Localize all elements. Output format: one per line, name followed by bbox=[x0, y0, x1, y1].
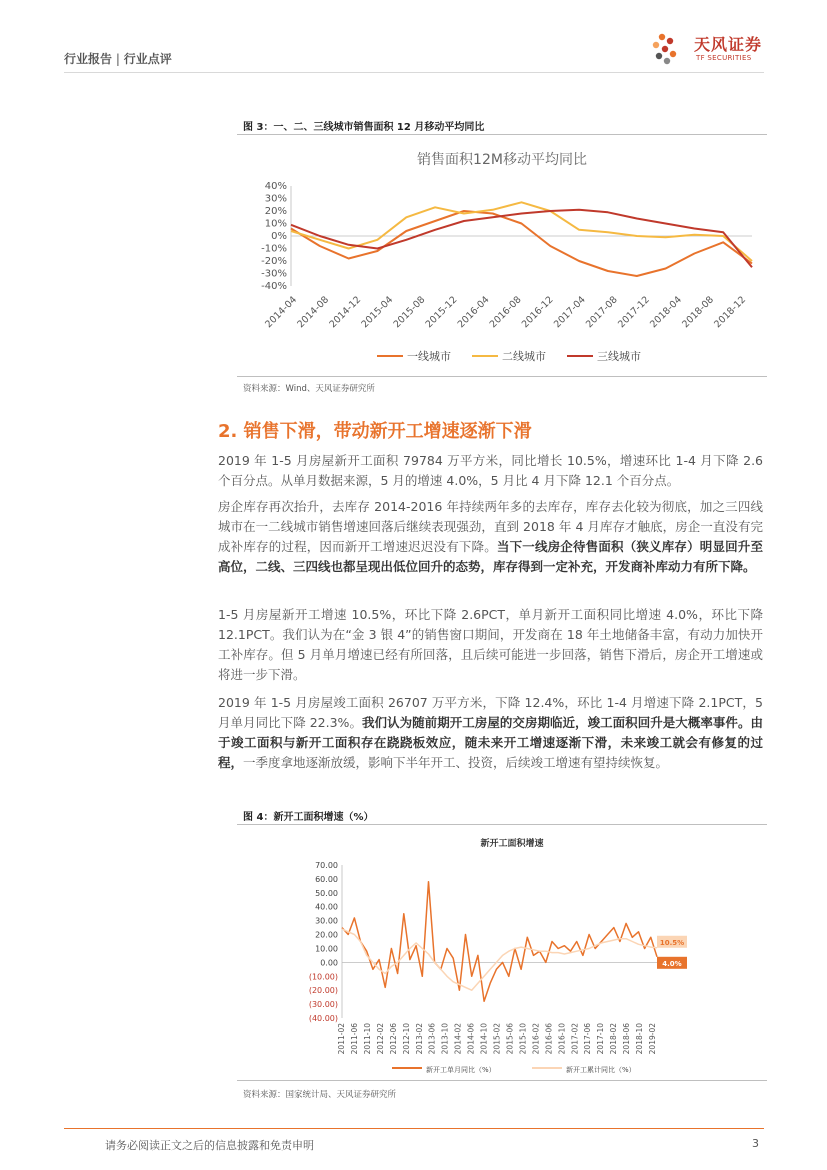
x-axis-ticks bbox=[337, 1023, 657, 1055]
y-tick-label: -30% bbox=[261, 268, 287, 280]
x-tick-label: 2015-04 bbox=[359, 294, 396, 331]
x-tick-label: 2018-08 bbox=[680, 294, 717, 331]
legend-label: 一线城市 bbox=[407, 350, 451, 363]
logo-dot bbox=[656, 53, 662, 59]
section-heading: 2. 销售下滑，带动新开工增速逐渐下滑 bbox=[218, 421, 532, 442]
report-breadcrumb bbox=[64, 50, 172, 67]
logo-dot bbox=[667, 38, 673, 44]
y-tick-label: 10.00 bbox=[315, 944, 338, 954]
x-tick-label: 2014-10 bbox=[479, 1023, 489, 1055]
y-tick-label: -40% bbox=[261, 281, 287, 292]
x-tick-label: 2019-02 bbox=[648, 1023, 657, 1055]
x-tick-label: 2016-10 bbox=[557, 1023, 567, 1055]
x-tick-label: 2013-02 bbox=[414, 1023, 424, 1055]
report-type: 行业报告 bbox=[64, 52, 113, 66]
figure4-top-rule bbox=[237, 824, 767, 825]
y-tick-label: 40% bbox=[264, 181, 287, 192]
y-tick-label: 30.00 bbox=[315, 916, 338, 926]
x-tick-label: 2017-04 bbox=[551, 294, 588, 331]
figure4-source: 资料来源：国家统计局、天风证券研究所 bbox=[243, 1090, 397, 1100]
y-tick-label: -10% bbox=[261, 243, 287, 255]
y-tick-label: 50.00 bbox=[315, 888, 338, 898]
x-tick-label: 2014-12 bbox=[327, 294, 364, 331]
x-tick-label: 2013-06 bbox=[427, 1023, 437, 1055]
y-tick-label: 10% bbox=[264, 218, 287, 230]
y-tick-label: 0% bbox=[271, 231, 287, 242]
x-tick-label: 2015-08 bbox=[391, 294, 428, 331]
x-tick-label: 2015-10 bbox=[518, 1023, 528, 1055]
legend-label: 三线城市 bbox=[597, 350, 641, 363]
chart-series bbox=[342, 882, 657, 1002]
x-tick-label: 2011-02 bbox=[337, 1023, 346, 1055]
y-tick-label: (40.00) bbox=[308, 1014, 338, 1023]
paragraph-2 bbox=[218, 497, 763, 577]
x-tick-label: 2017-12 bbox=[616, 294, 652, 331]
figure3-source: 资料来源：Wind、天风证券研究所 bbox=[243, 384, 375, 394]
paragraph-4-text-b: 一季度拿地逐渐放缓，影响下半年开工、投资，后续竣工增速有望持续恢复。 bbox=[243, 755, 669, 770]
figure4-bottom-rule bbox=[237, 1080, 767, 1081]
x-tick-label: 2012-02 bbox=[375, 1023, 385, 1055]
logo-dot bbox=[662, 46, 668, 52]
x-tick-label: 2017-10 bbox=[596, 1023, 606, 1055]
x-axis-ticks bbox=[263, 294, 748, 330]
chart-series bbox=[291, 202, 752, 276]
y-tick-label: 70.00 bbox=[315, 861, 338, 870]
x-tick-label: 2015-12 bbox=[423, 294, 460, 331]
y-tick-label: 60.00 bbox=[315, 874, 338, 884]
chart-annotations bbox=[657, 936, 687, 969]
x-tick-label: 2014-08 bbox=[295, 294, 332, 331]
y-tick-label: 20.00 bbox=[315, 930, 338, 940]
series-line bbox=[291, 202, 752, 261]
logo-dot bbox=[664, 58, 670, 64]
page-number: 3 bbox=[752, 1137, 759, 1150]
legend-label: 新开工累计同比（%） bbox=[566, 1066, 636, 1074]
y-tick-label: (10.00) bbox=[308, 972, 338, 982]
x-tick-label: 2016-12 bbox=[519, 294, 556, 331]
footer-divider bbox=[64, 1128, 764, 1129]
new-construction-growth-chart bbox=[237, 830, 767, 1075]
x-tick-label: 2016-04 bbox=[455, 294, 492, 331]
series-line bbox=[291, 211, 752, 276]
x-tick-label: 2015-02 bbox=[492, 1023, 502, 1055]
x-tick-label: 2018-12 bbox=[712, 294, 749, 331]
report-subtype: 行业点评 bbox=[123, 52, 172, 66]
legend-label: 二线城市 bbox=[502, 350, 546, 363]
x-tick-label: 2013-10 bbox=[440, 1023, 450, 1055]
x-tick-label: 2016-08 bbox=[487, 294, 524, 331]
x-tick-label: 2011-10 bbox=[362, 1023, 372, 1055]
legend-label: 新开工单月同比（%） bbox=[426, 1066, 496, 1074]
brand-name-en: TF SECURITIES bbox=[696, 54, 752, 62]
logo-dot bbox=[670, 51, 676, 57]
sales-area-yoy-chart bbox=[237, 140, 767, 375]
footer-disclaimer: 请务必阅读正文之后的信息披露和免责申明 bbox=[105, 1139, 314, 1152]
x-tick-label: 2017-08 bbox=[583, 294, 620, 331]
header-divider bbox=[64, 72, 764, 73]
figure3-caption: 图 3：一、二、三线城市销售面积 12 月移动平均同比 bbox=[243, 122, 485, 133]
chart-title: 新开工面积增速 bbox=[480, 839, 544, 849]
x-tick-label: 2016-02 bbox=[531, 1023, 541, 1055]
chart-legend bbox=[377, 349, 641, 363]
logo-dot bbox=[653, 42, 659, 48]
breadcrumb-separator: | bbox=[115, 52, 124, 66]
x-tick-label: 2015-06 bbox=[505, 1023, 515, 1055]
annotation-label: 10.5% bbox=[659, 938, 685, 947]
x-tick-label: 2017-02 bbox=[570, 1023, 580, 1055]
y-tick-label: 20% bbox=[264, 206, 287, 217]
y-tick-label: 30% bbox=[264, 193, 287, 205]
x-tick-label: 2018-10 bbox=[635, 1023, 645, 1055]
paragraph-4-bold: 我们认为随前期开工房屋的交房期临近，竣工面积回升是大概率事件。由于竣工面积与新开工面积存在跷跷板效应，随未来开工增速逐渐下滑，未来竣工就会有修复的过程， bbox=[218, 715, 763, 770]
paragraph-4-text-a: 2019 年 1-5 月房屋竣工面积 26707 万平方米，下降 12.4%，环比 1-4 月增速下降 2.1PCT，5 月单月同比下降 22.3%。 bbox=[218, 695, 763, 730]
x-tick-label: 2014-06 bbox=[466, 1023, 476, 1055]
chart-title: 销售面积12M移动平均同比 bbox=[417, 152, 587, 168]
paragraph-4 bbox=[218, 693, 763, 773]
x-tick-label: 2012-06 bbox=[388, 1023, 398, 1055]
x-tick-label: 2017-06 bbox=[583, 1023, 593, 1055]
y-tick-label: 40.00 bbox=[315, 902, 338, 912]
annotation-label: 4.0% bbox=[662, 959, 682, 968]
x-tick-label: 2014-02 bbox=[453, 1023, 463, 1055]
figure3-top-rule bbox=[237, 134, 767, 135]
paragraph-2-bold: 当下一线房企待售面积（狭义库存）明显回升至高位，二线、三四线也都呈现出低位回升的态势，库存得到一定补充，开发商补库动力有所下降。 bbox=[218, 539, 763, 574]
x-tick-label: 2018-04 bbox=[648, 294, 684, 331]
figure4-caption: 图 4：新开工面积增速（%） bbox=[243, 812, 374, 823]
y-axis-ticks bbox=[309, 861, 338, 1023]
y-tick-label: (30.00) bbox=[308, 1000, 338, 1010]
x-tick-label: 2014-04 bbox=[263, 294, 300, 331]
paragraph-1: 2019 年 1-5 月房屋新开工面积 79784 万平方米，同比增长 10.5%，增速环比 1-4 月下降 2.6 个百分点。从单月数据来源，5 月的增速 4.0%，5 月比 4 月下降 12.1 个百分点。 bbox=[218, 453, 763, 488]
brand-name-cn: 天风证券 bbox=[694, 35, 763, 54]
paragraph-2-text: 房企库存再次抬升，去库存 2014-2016 年持续两年多的去库存，库存去化较为彻底，加之三四线城市在一二线城市销售增速回落后继续表现强劲，直到 2018 年 4 月库存才触底，房企一直没有完成补库存的过程，因而新开工增速迟迟没有下降。 bbox=[218, 499, 763, 554]
x-tick-label: 2018-02 bbox=[609, 1023, 619, 1055]
x-tick-label: 2016-06 bbox=[544, 1023, 554, 1055]
x-tick-label: 2018-06 bbox=[622, 1023, 632, 1055]
figure3-bottom-rule bbox=[237, 376, 767, 377]
y-tick-label: 0.00 bbox=[320, 958, 338, 968]
logo-dot bbox=[659, 34, 665, 40]
x-tick-label: 2012-10 bbox=[401, 1023, 411, 1055]
chart-legend bbox=[392, 1065, 636, 1074]
y-tick-label: -20% bbox=[261, 256, 287, 267]
y-axis-ticks bbox=[261, 181, 287, 292]
paragraph-3: 1-5 月房屋新开工增速 10.5%，环比下降 2.6PCT，单月新开工面积同比增速 4.0%，环比下降 12.1PCT。我们认为在“金 3 银 4”的销售窗口期间，开发商在 18 年土地储备丰富，有动力加快开工补库存。但 5 月单月增速已经有所回落，且后续可能进一步回落，销售下滑后，房企开工增速或将进一步下滑。 bbox=[218, 607, 763, 682]
x-tick-label: 2011-06 bbox=[349, 1023, 359, 1055]
y-tick-label: (20.00) bbox=[308, 986, 338, 996]
